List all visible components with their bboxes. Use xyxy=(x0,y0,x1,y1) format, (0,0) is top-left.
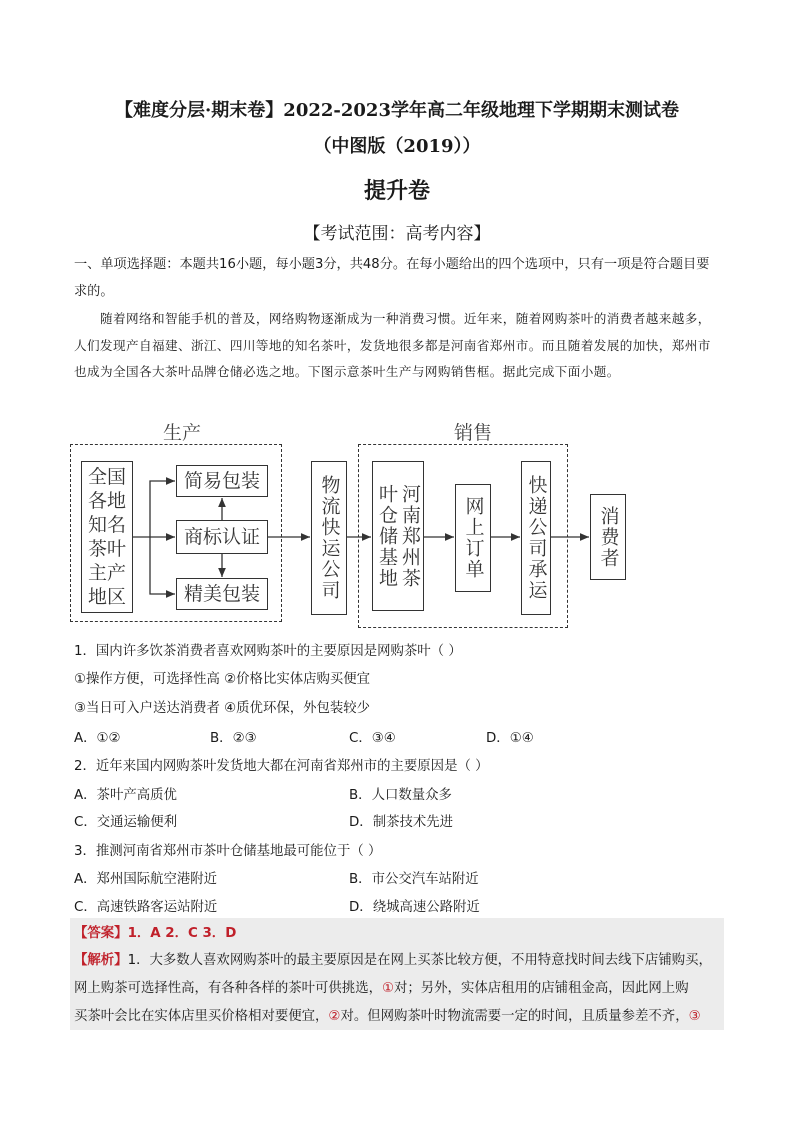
q2-option-a: A．茶叶产高质优 xyxy=(74,788,177,803)
sales-label: 销售 xyxy=(454,422,493,444)
courier-box xyxy=(521,461,551,615)
consumer-box xyxy=(590,494,626,580)
question-background: 随着网络和智能手机的普及，网络购物逐渐成为一种消费习惯。近年来，随着网购茶叶的消费者越来越多，人们发现产自福建、浙江、四川等地的知名茶叶，发货地很多都是河南省郑州市。而且随着发展的加快，郑州市也成为全国各大茶叶品牌仓储必选之地。下图示意茶叶生产与网购销售框。据此完成下面小题。 xyxy=(74,311,711,379)
exam-edition: （中图版（2019）） xyxy=(313,136,481,157)
fine-pack-label: 精美包装 xyxy=(183,582,260,605)
trademark-box xyxy=(176,520,268,554)
analysis-mark-2: ② xyxy=(328,1009,341,1024)
analysis-line-3 xyxy=(74,1005,701,1024)
analysis-mark-1: ① xyxy=(381,981,394,996)
analysis-label: 【解析】 xyxy=(74,953,128,968)
origin-box xyxy=(81,461,133,613)
exam-scope: 【考试范围：高考内容】 xyxy=(303,224,491,244)
courier-label: 快递公司承运 xyxy=(525,475,548,601)
q2-stem: 2．近年来国内网购茶叶发货地大都在河南省郑州市的主要原因是（ ） xyxy=(74,759,489,774)
consumer-label: 消费者 xyxy=(597,505,620,569)
q2-option-d: D．制茶技术先进 xyxy=(349,815,454,830)
trademark-label: 商标认证 xyxy=(183,525,260,548)
q1-statements-1: ①操作方便，可选择性高 ②价格比实体店购买便宜 xyxy=(74,672,371,687)
analysis-text-2a: 网上购茶可选择性高，有各种各样的茶叶可供挑选， xyxy=(74,981,382,996)
analysis-text-3b: 对。但网购茶叶时物流需要一定的时间，且质量参差不齐， xyxy=(340,1009,689,1024)
q3-option-a: A．郑州国际航空港附近 xyxy=(74,872,218,887)
warehouse-label: 河南郑州茶叶仓储基地 xyxy=(376,483,421,589)
exam-title: 【难度分层·期末卷】2022-2023学年高二年级地理下学期期末测试卷 xyxy=(115,100,679,121)
analysis-line-2 xyxy=(74,977,689,996)
online-order-box xyxy=(455,484,491,592)
answer-text: 1．A 2．C 3．D xyxy=(127,926,237,941)
q1-stem: 1．国内许多饮茶消费者喜欢网购茶叶的主要原因是网购茶叶（ ） xyxy=(74,644,462,659)
q1-statements-2: ③当日可入户送达消费者 ④质优环保，外包装较少 xyxy=(74,701,371,716)
answer-label: 【答案】 xyxy=(74,926,128,941)
production-frame xyxy=(70,444,282,622)
q1-option-c: C．③④ xyxy=(349,731,396,746)
warehouse-box xyxy=(372,461,424,611)
q3-stem: 3．推测河南省郑州市茶叶仓储基地最可能位于（ ） xyxy=(74,844,382,859)
simple-pack-box xyxy=(176,465,268,497)
production-label: 生产 xyxy=(163,422,202,444)
analysis-line-1 xyxy=(74,949,712,968)
q3-option-b: B．市公交汽车站附近 xyxy=(349,872,479,887)
q3-option-d: D．绕城高速公路附近 xyxy=(349,900,480,915)
section-instructions: 一、单项选择题：本题共16小题，每小题3分，共48分。在每小题给出的四个选项中，只有一项是符合题目要求的。 xyxy=(74,257,710,299)
exam-level: 提升卷 xyxy=(363,178,430,204)
simple-pack-label: 简易包装 xyxy=(183,469,260,492)
q1-option-b: B．②③ xyxy=(210,731,257,746)
q1-option-a: A．①② xyxy=(74,731,121,746)
answer-line xyxy=(74,922,236,941)
analysis-text-3a: 买茶叶会比在实体店里买价格相对要便宜， xyxy=(74,1009,329,1024)
q1-option-d: D．①④ xyxy=(486,731,534,746)
sales-frame xyxy=(358,444,568,628)
online-order-label: 网上订单 xyxy=(462,496,485,580)
logistics-label: 物流快运公司 xyxy=(318,475,341,601)
analysis-text-2b: 对；另外，实体店租用的店铺租金高，因此网上购 xyxy=(394,981,689,996)
logistics-box xyxy=(311,461,347,615)
q2-option-c: C．交通运输便利 xyxy=(74,815,178,830)
q3-option-c: C．高速铁路客运站附近 xyxy=(74,900,218,915)
q2-option-b: B．人口数量众多 xyxy=(349,788,452,803)
origin-label: 全国各地知名茶叶主产地区 xyxy=(87,466,126,608)
fine-pack-box xyxy=(176,578,268,610)
analysis-mark-3: ③ xyxy=(688,1009,701,1024)
analysis-text-1: 1．大多数人喜欢网购茶叶的最主要原因是在网上买茶比较方便，不用特意找时间去线下店铺购买， xyxy=(127,953,712,968)
